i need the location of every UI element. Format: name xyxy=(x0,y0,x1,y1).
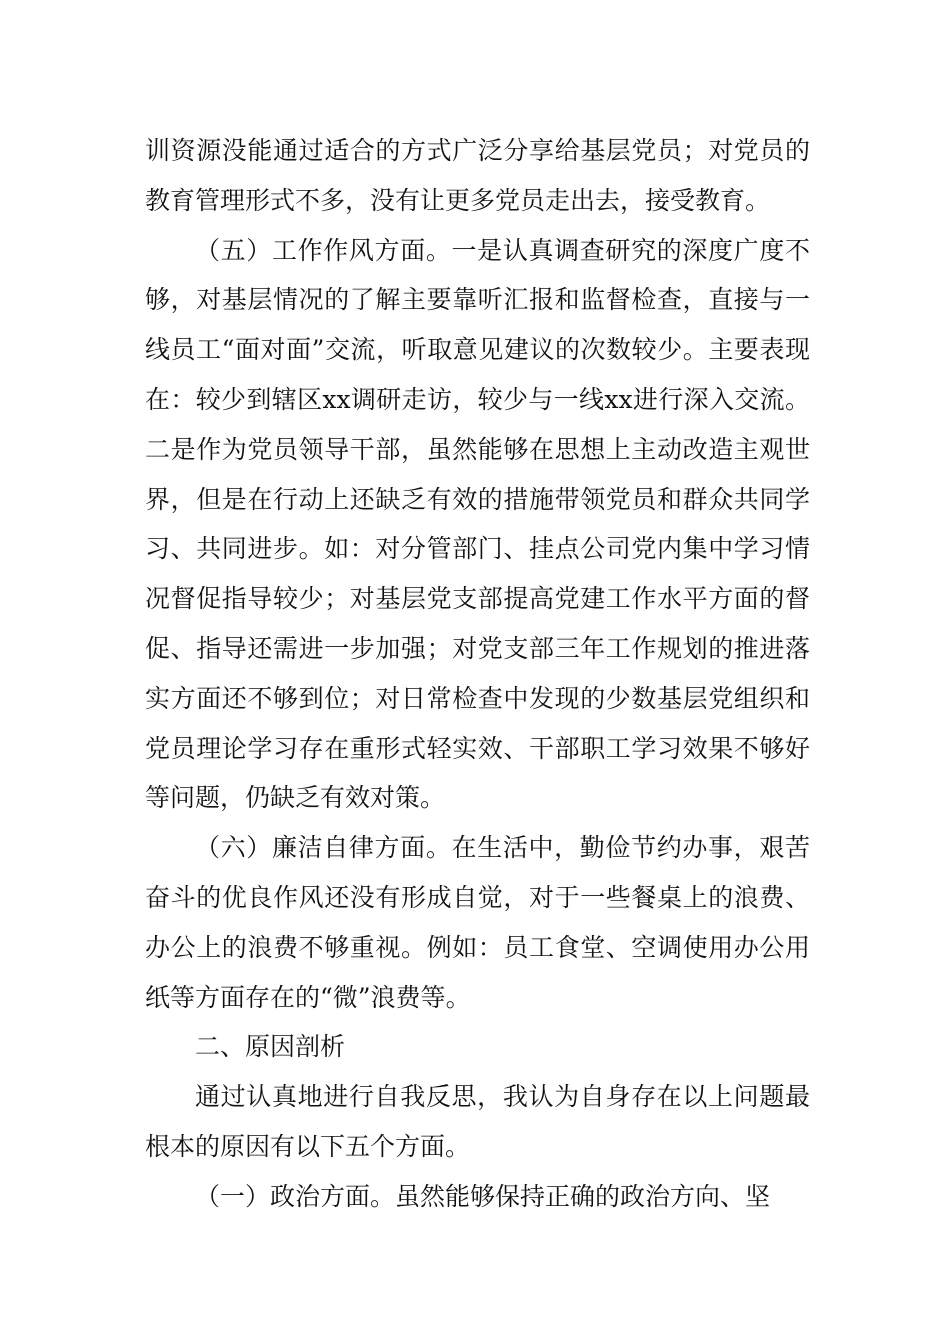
paragraph-work-style: （五）工作作风方面。一是认真调查研究的深度广度不够，对基层情况的了解主要靠听汇报和监督检查，直接与一线员工“面对面”交流，听取意见建议的次数较少。主要表现在：较少到辖区xx调研走访，较少与一线xx进行深入交流。二是作为党员领导干部，虽然能够在思想上主动改造主观世界，但是在行动上还缺乏有效的措施带领党员和群众共同学习、共同进步。如：对分管部门、挂点公司党内集中学习情况督促指导较少；对基层党支部提高党建工作水平方面的督促、指导还需进一步加强；对党支部三年工作规划的推进落实方面还不够到位；对日常检查中发现的少数基层党组织和党员理论学习存在重形式轻实效、干部职工学习效果不够好等问题，仍缺乏有效对策。 xyxy=(145,235,810,813)
document-body xyxy=(145,126,810,1222)
paragraph-reflection: 通过认真地进行自我反思，我认为自身存在以上问题最根本的原因有以下五个方面。 xyxy=(145,1082,810,1161)
paragraph-political: （一）政治方面。虽然能够保持正确的政治方向、坚 xyxy=(195,1181,771,1211)
paragraph-continuation: 训资源没能通过适合的方式广泛分享给基层党员；对党员的教育管理形式不多，没有让更多党员走出去，接受教育。 xyxy=(145,136,810,215)
section-heading-cause-analysis: 二、原因剖析 xyxy=(195,1032,346,1062)
paragraph-integrity: （六）廉洁自律方面。在生活中，勤俭节约办事，艰苦奋斗的优良作风还没有形成自觉，对于一些餐桌上的浪费、办公上的浪费不够重视。例如：员工食堂、空调使用办公用纸等方面存在的“微”浪费等。 xyxy=(145,833,810,1012)
